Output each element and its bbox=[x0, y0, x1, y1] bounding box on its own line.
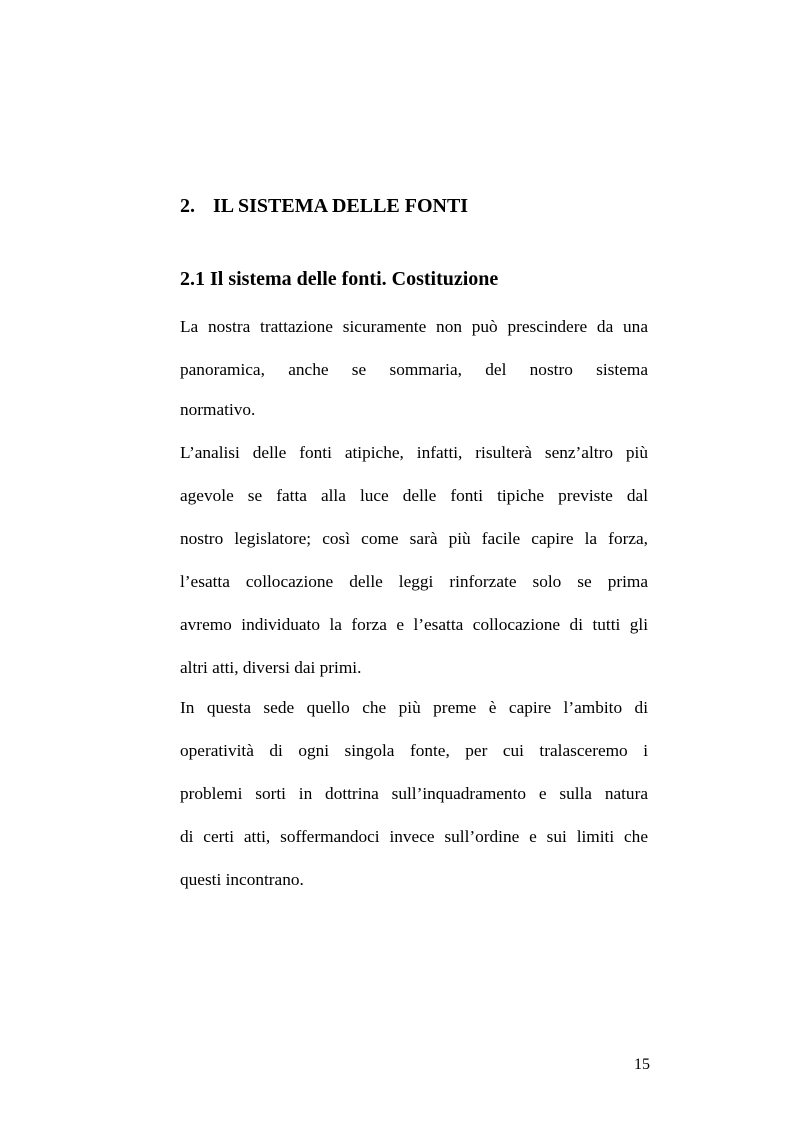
chapter-title-text: IL SISTEMA DELLE FONTI bbox=[213, 195, 469, 217]
text-line: operatività di ogni singola fonte, per cui tralasceremo i bbox=[180, 741, 648, 760]
body-paragraphs bbox=[180, 313, 648, 909]
page-number: 15 bbox=[634, 1056, 650, 1073]
text-line: avremo individuato la forza e l’esatta collocazione di tutti gli bbox=[180, 615, 648, 634]
chapter-heading bbox=[180, 193, 650, 219]
chapter-number: 2. bbox=[180, 195, 195, 217]
text-line: agevole se fatta alla luce delle fonti tipiche previste dal bbox=[180, 486, 648, 505]
text-line: l’esatta collocazione delle leggi rinforzate solo se prima bbox=[180, 572, 648, 591]
text-line: In questa sede quello che più preme è capire l’ambito di bbox=[180, 698, 648, 717]
text-line: questi incontrano. bbox=[180, 870, 304, 889]
text-line: altri atti, diversi dai primi. bbox=[180, 658, 362, 677]
text-line: problemi sorti in dottrina sull’inquadramento e sulla natura bbox=[180, 784, 648, 803]
text-line: normativo. bbox=[180, 400, 256, 419]
text-line: panoramica, anche se sommaria, del nostro sistema bbox=[180, 360, 648, 379]
text-line: di certi atti, soffermandoci invece sull’ordine e sui limiti che bbox=[180, 827, 648, 846]
section-heading: 2.1 Il sistema delle fonti. Costituzione bbox=[180, 268, 499, 290]
text-line: L’analisi delle fonti atipiche, infatti, risulterà senz’altro più bbox=[180, 443, 648, 462]
text-line: nostro legislatore; così come sarà più facile capire la forza, bbox=[180, 529, 648, 548]
text-line: La nostra trattazione sicuramente non può prescindere da una bbox=[180, 317, 648, 336]
